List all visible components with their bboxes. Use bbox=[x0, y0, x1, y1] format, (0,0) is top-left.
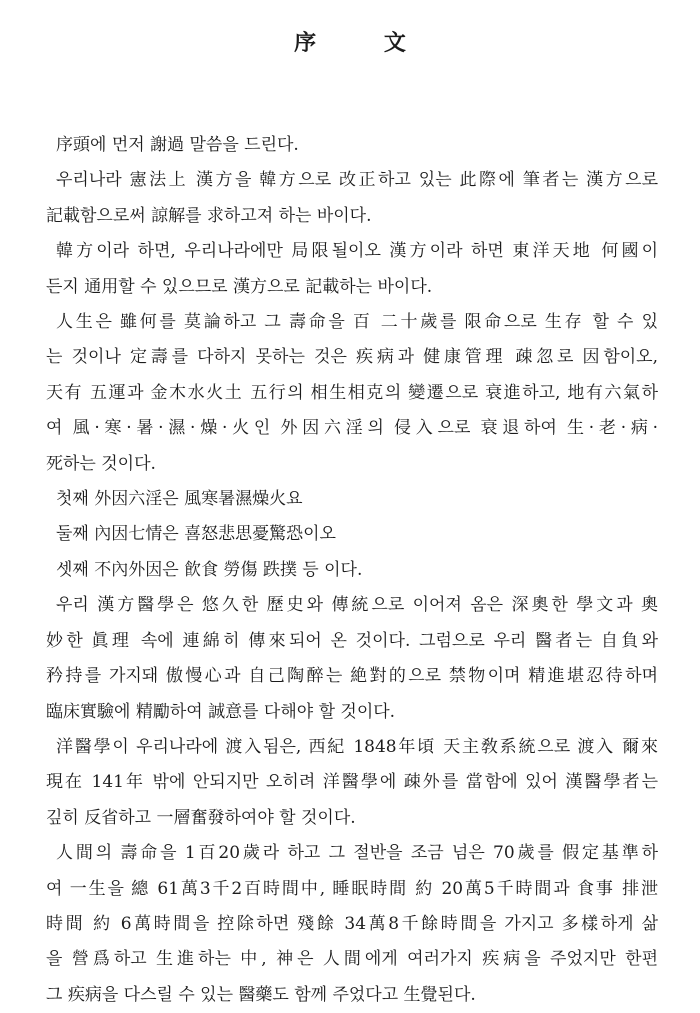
text-line: 人生은 雖何를 莫論하고 그 壽命을 百 二十歲를 限命으로 生存 할 수 있 bbox=[56, 312, 658, 333]
text-line: 序頭에 먼저 謝過 말씀을 드린다. bbox=[56, 135, 299, 155]
text-line: 死하는 것이다. bbox=[46, 453, 156, 474]
text-line: 셋째 不內外因은 飮食 勞傷 跌撲 등 이다. bbox=[56, 559, 363, 580]
text-line: 둘째 內因七情은 喜怒悲思憂驚恐이오 bbox=[56, 524, 336, 545]
preface-body bbox=[46, 128, 658, 1013]
text-line: 人間의 壽命을 1百20歲라 하고 그 절반을 조금 넘은 70歲를 假定基準하 bbox=[56, 843, 658, 864]
text-line: 記載함으로써 諒解를 求하고져 하는 바이다. bbox=[46, 205, 372, 226]
text-line: 그 疾病을 다스릴 수 있는 醫藥도 함께 주었다고 生覺된다. bbox=[46, 984, 476, 1005]
text-line: 는 것이나 定壽를 다하지 못하는 것은 疾病과 健康管理 疎忽로 因함이오, bbox=[46, 347, 658, 368]
text-line: 여 一生을 總 61萬3千2百時間中, 睡眠時間 約 20萬5千時間과 食事 排泄 bbox=[46, 878, 658, 899]
text-line: 矜持를 가지돼 傲慢心과 自己陶醉는 絶對的으로 禁物이며 精進堪忍待하며 bbox=[46, 666, 658, 687]
text-line: 여 風·寒·暑·濕·燥·火인 外因六淫의 侵入으로 衰退하여 生·老·病· bbox=[46, 418, 658, 439]
text-line: 洋醫學이 우리나라에 渡入됨은, 西紀 1848年頃 天主敎系統으로 渡入 爾來 bbox=[56, 736, 658, 757]
text-line: 現在 141年 밖에 안되지만 오히려 洋醫學에 疎外를 當함에 있어 漢醫學者는 bbox=[46, 772, 658, 793]
text-line: 우리나라 憲法上 漢方을 韓方으로 改正하고 있는 此際에 筆者는 漢方으로 bbox=[56, 170, 658, 191]
text-line: 우리 漢方醫學은 悠久한 歷史와 傳統으로 이어져 옴은 深奧한 學文과 奧 bbox=[56, 595, 658, 616]
text-line: 韓方이라 하면, 우리나라에만 局限될이오 漢方이라 하면 東洋天地 何國이 bbox=[56, 241, 658, 262]
text-line: 든지 通用할 수 있으므로 漢方으로 記載하는 바이다. bbox=[46, 276, 433, 297]
text-line: 天有 五運과 金木水火土 五行의 相生相克의 變遷으로 衰進하고, 地有六氣하 bbox=[46, 382, 658, 403]
text-line: 첫째 外因六淫은 風寒暑濕燥火요 bbox=[56, 489, 303, 510]
text-line: 臨床實驗에 精勵하여 誠意를 다해야 할 것이다. bbox=[46, 701, 396, 722]
text-line: 깊히 反省하고 一層奮發하여야 할 것이다. bbox=[46, 807, 356, 828]
text-line: 妙한 眞理 속에 連綿히 傳來되어 온 것이다. 그럼으로 우리 醫者는 自負와 bbox=[46, 630, 658, 651]
text-line: 時間 約 6萬時間을 控除하면 殘餘 34萬8千餘時間을 가지고 多樣하게 삶 bbox=[46, 913, 658, 934]
text-line: 을 營爲하고 生進하는 中, 神은 人間에게 여러가지 疾病을 주었지만 한편 bbox=[46, 949, 658, 970]
page-title: 序 文 bbox=[294, 30, 436, 56]
